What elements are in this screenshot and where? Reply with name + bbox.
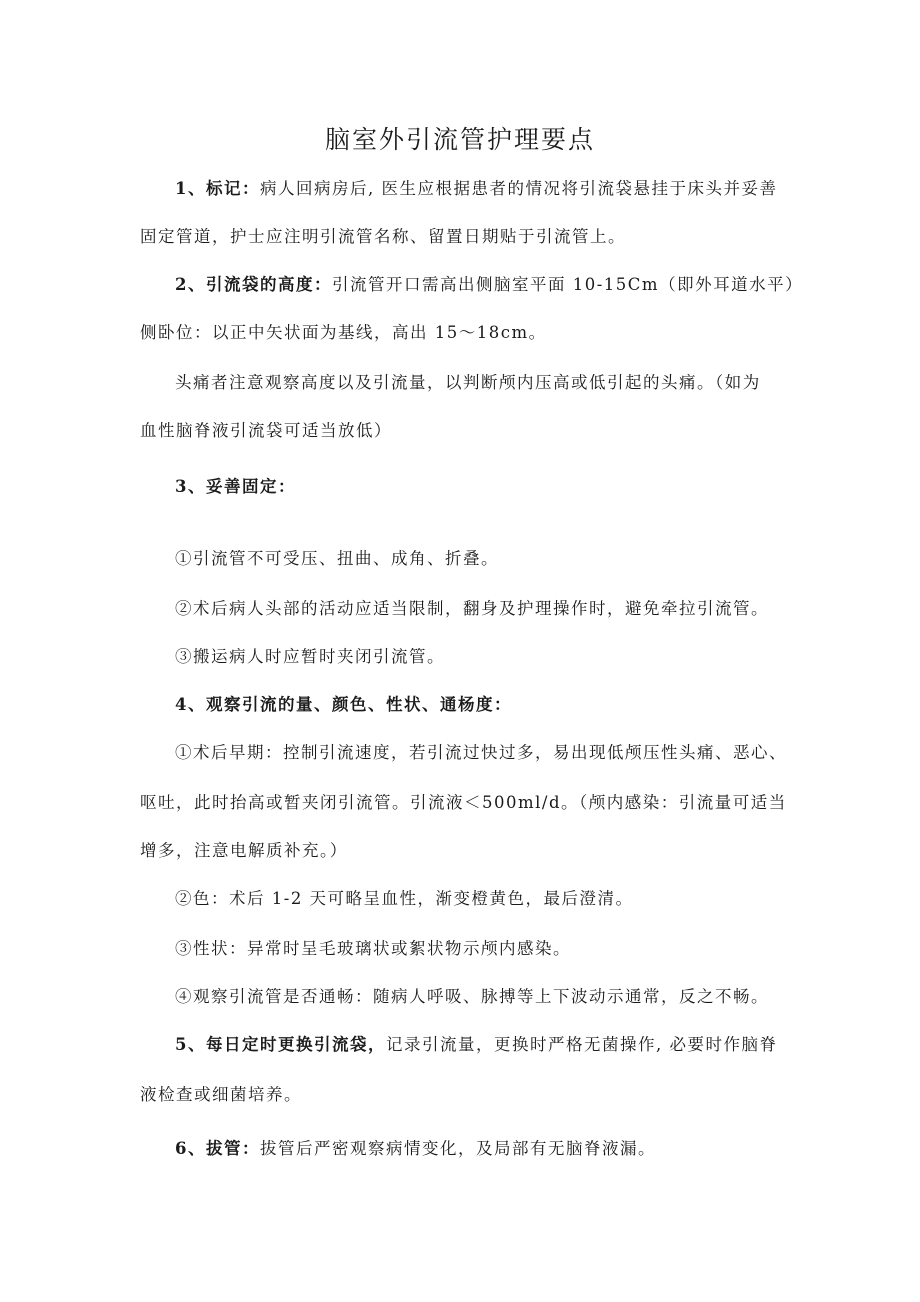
- section-5-label: 5、每日定时更换引流袋，: [175, 1035, 386, 1054]
- section-3-item-2: ②术后病人头部的活动应适当限制，翻身及护理操作时，避免牵拉引流管。: [175, 599, 769, 618]
- section-2-line-1: [175, 274, 803, 296]
- section-1-label: 1、标记：: [175, 179, 260, 198]
- section-4-item-1-line-3: 增多，注意电解质补充。）: [140, 841, 348, 860]
- section-5-line-1: [175, 1034, 777, 1056]
- section-6-line-1: [175, 1138, 656, 1160]
- section-6-label: 6、拔管：: [175, 1139, 260, 1158]
- section-2-label: 2、引流袋的高度：: [175, 275, 332, 294]
- section-4-item-1-line-2: 呕吐，此时抬高或暂夹闭引流管。引流液＜500ml/d。（颅内感染：引流量可适当: [140, 793, 787, 812]
- section-3-label: 3、妥善固定：: [175, 477, 296, 496]
- section-4-item-3: ③性状：异常时呈毛玻璃状或絮状物示颅内感染。: [175, 939, 571, 958]
- section-4-item-2: ②色：术后 1-2 天可略呈血性，渐变橙黄色，最后澄清。: [175, 889, 634, 908]
- section-2-line-2: 侧卧位：以正中矢状面为基线，高出 15～18cm。: [140, 323, 547, 342]
- page-title: 脑室外引流管护理要点: [324, 125, 595, 154]
- section-6-text: 拔管后严密观察病情变化，及局部有无脑脊液漏。: [259, 1139, 656, 1158]
- section-2-text: 引流管开口需高出侧脑室平面 10-15Cm（即外耳道水平）: [331, 275, 804, 294]
- section-3-item-1: ①引流管不可受压、扭曲、成角、折叠。: [175, 549, 499, 568]
- section-4-item-1-line-1: ①术后早期：控制引流速度，若引流过快过多，易出现低颅压性头痛、恶心、: [175, 743, 787, 762]
- section-5-line-2: 液检查或细菌培养。: [140, 1085, 302, 1104]
- section-1-line-1: [175, 178, 777, 200]
- section-1-text: 病人回病房后, 医生应根据患者的情况将引流袋悬挂于床头并妥善: [259, 179, 778, 198]
- section-4-label: 4、观察引流的量、颜色、性状、通杨度：: [175, 695, 512, 714]
- section-4-item-4: ④观察引流管是否通畅：随病人呼吸、脉搏等上下波动示通常，反之不畅。: [175, 987, 769, 1006]
- section-3-item-3: ③搬运病人时应暂时夹闭引流管。: [175, 647, 445, 666]
- section-2-line-3: 头痛者注意观察高度以及引流量，以判断颅内压高或低引起的头痛。（如为: [175, 373, 761, 392]
- section-1-line-2: 固定管道，护士应注明引流管名称、留置日期贴于引流管上。: [140, 227, 626, 246]
- section-5-text: 记录引流量，更换时严格无菌操作, 必要时作脑脊: [385, 1035, 778, 1054]
- section-2-line-4: 血性脑脊液引流袋可适当放低）: [140, 421, 392, 440]
